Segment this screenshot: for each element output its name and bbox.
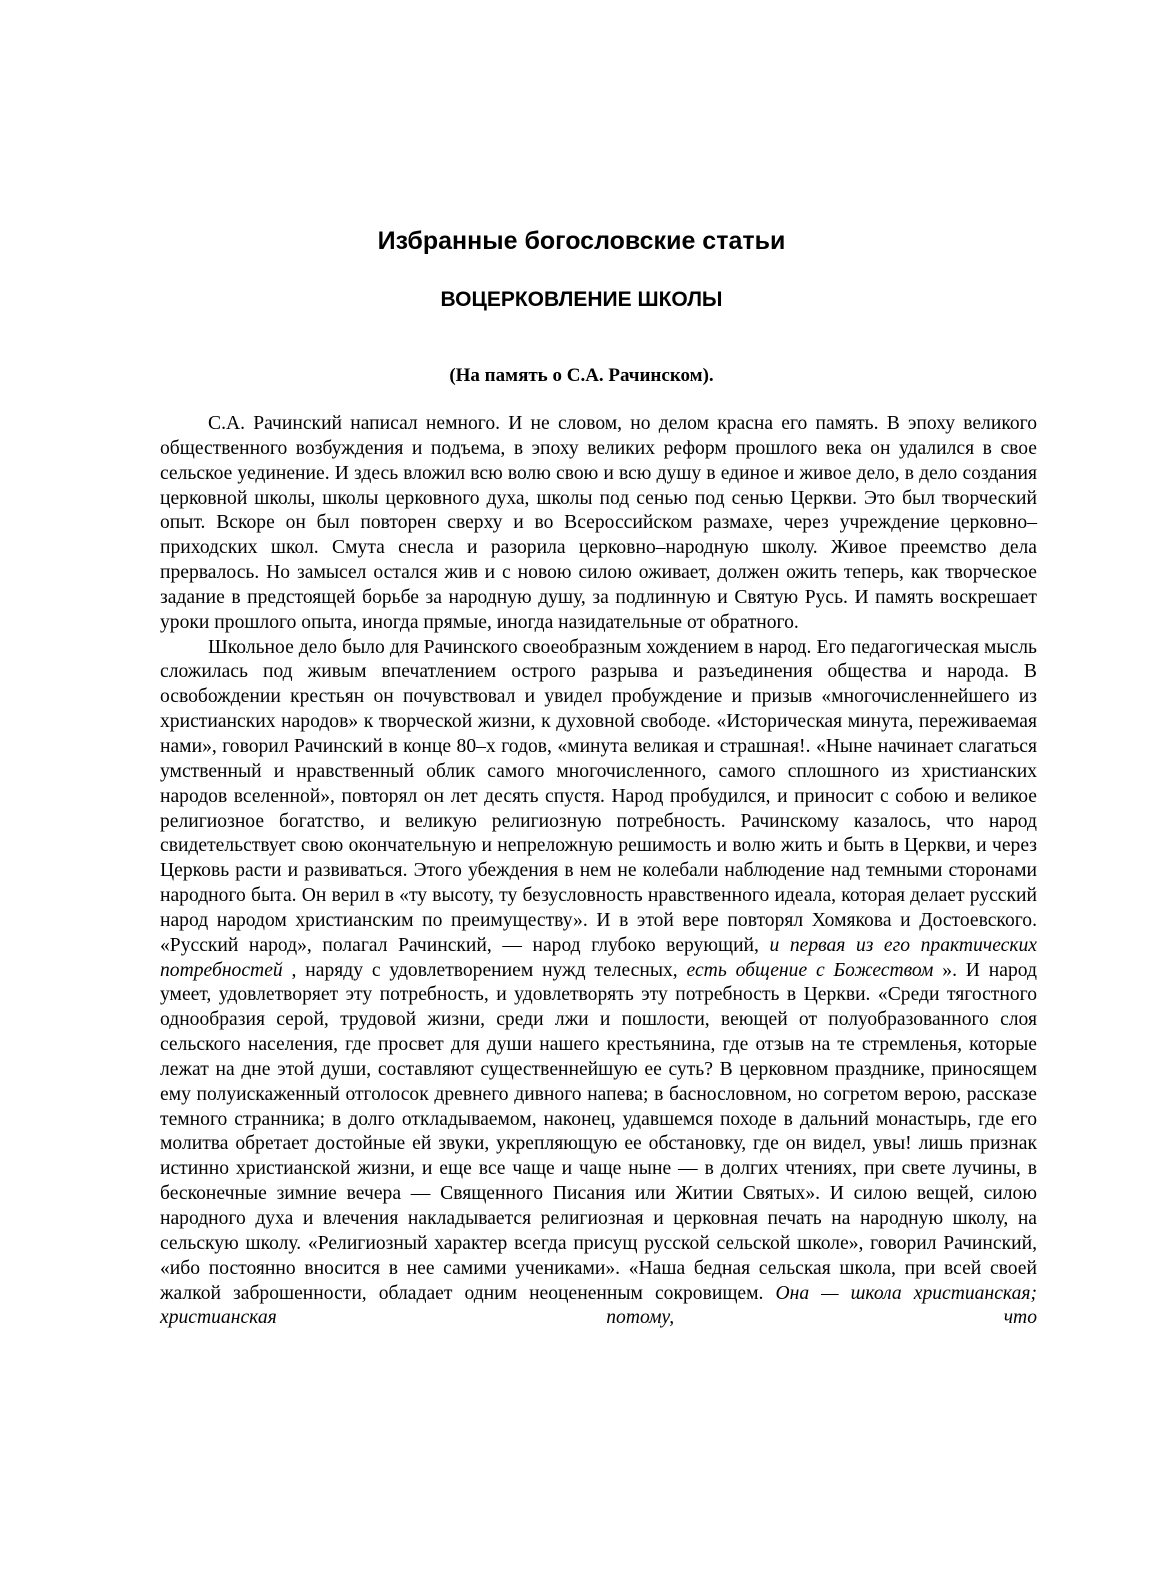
paragraph-2-text-1: Школьное дело было для Рачинского своеобразным хождением в народ. Его педагогическая мысль сложилась под живым впечатлением острого разрыва и разъединения общества и народа. В освобождении крестьян он почувствовал и увидел пробуждение и призыв «многочисленнейшего из христианских народов» к творческой жизни, к духовной свободе. «Историческая минута, переживаемая нами», говорил Рачинский в конце 80–х годов, «минута великая и страшная!. «Ныне начинает слагаться умственный и нравственный облик самого многочисленного, самого сплошного из христианских народов вселенной», повторял он лет десять спустя. Народ пробудился, и приносит с собою и великое религиозное богатство, и великую религиозную потребность. Рачинскому казалось, что народ свидетельствует свою окончательную и непреложную решимость и волю жить и быть в Церкви, и через Церковь расти и развиваться. Этого убеждения в нем не колебали наблюдение над темными сторонами народного быта. Он верил в «ту высоту, ту безусловность нравственного идеала, которая делает русский народ народом христианским по преимуществу». И в этой вере повторял Хомякова и Достоевского. «Русский народ», полагал Рачинский, — народ глубоко верующий,: [160, 636, 1037, 956]
paragraph-2-text-2: , наряду с удовлетворением нужд телесных,: [282, 959, 687, 981]
paragraph-2-italic-3: Она — школа христианская; христианская потому, что: [160, 1282, 1038, 1329]
article-dedication: (На память о С.А. Рачинском).: [449, 365, 714, 386]
paragraph-2-text-3: ». И народ умеет, удовлетворяет эту потребность, и удовлетворять эту потребность в Церкви. «Среди тягостного однообразия серой, трудовой жизни, среди лжи и пошлости, веющей от полуобразованного слоя сельского населения, где просвет для души нашего крестьянина, где отзыв на те стремленья, которые лежат на дне этой души, составляют существеннейшую ее суть? В церковном празднике, приносящем ему полуискаженный отголосок древнего дивного напева; в баснословном, но согретом верою, рассказе темного странника; в долго откладываемом, наконец, удавшемся походе в дальний монастырь, где его молитва обретает достойные ей звуки, укрепляющую ее обстановку, где он видел, увы! лишь признак истинно христианской жизни, и еще все чаще и чаще ныне — в долгих чтениях, при свете лучины, в бесконечные зимние вечера — Священного Писания или Житии Святых». И силою вещей, силою народного духа и влечения накладывается религиозная и церковная печать на народную школу, на сельскую школу. «Религиозный характер всегда присущ русской сельской школе», говорил Рачинский, «ибо постоянно вносится в нее самими учениками». «Наша бедная сельская школа, при всей своей жалкой заброшенности, обладает одним неоцененным сокровищем.: [160, 959, 1037, 1304]
paragraph-2: [160, 636, 1037, 1332]
article-title: ВОЦЕРКОВЛЕНИЕ ШКОЛЫ: [440, 288, 723, 311]
paragraph-2-italic-1: и первая из его практических потребностей: [160, 934, 1038, 981]
book-title: Избранные богословские статьи: [377, 227, 786, 255]
paragraph-2-italic-2: есть общение с Божеством: [686, 959, 934, 981]
paragraph-1: С.А. Рачинский написал немного. И не словом, но делом красна его память. В эпоху великого общественного возбуждения и подъема, в эпоху великих реформ прошлого века он удалился в свое сельское уединение. И здесь вложил всю волю свою и всю душу в единое и живое дело, в дело создания церковной школы, школы церковного духа, школы под сенью под сенью Церкви. Это был творческий опыт. Вскоре он был повторен сверху и во Всероссийском размахе, через учреждение церковно–приходских школ. Смута снесла и разорила церковно–народную школу. Живое преемство дела прервалось. Но замысел остался жив и с новою силою оживает, должен ожить теперь, как творческое задание в предстоящей борьбе за народную душу, за подлинную и Святую Русь. И память воскрешает уроки прошлого опыта, иногда прямые, иногда назидательные от обратного.: [160, 413, 1037, 633]
article-body: [160, 412, 1037, 1331]
